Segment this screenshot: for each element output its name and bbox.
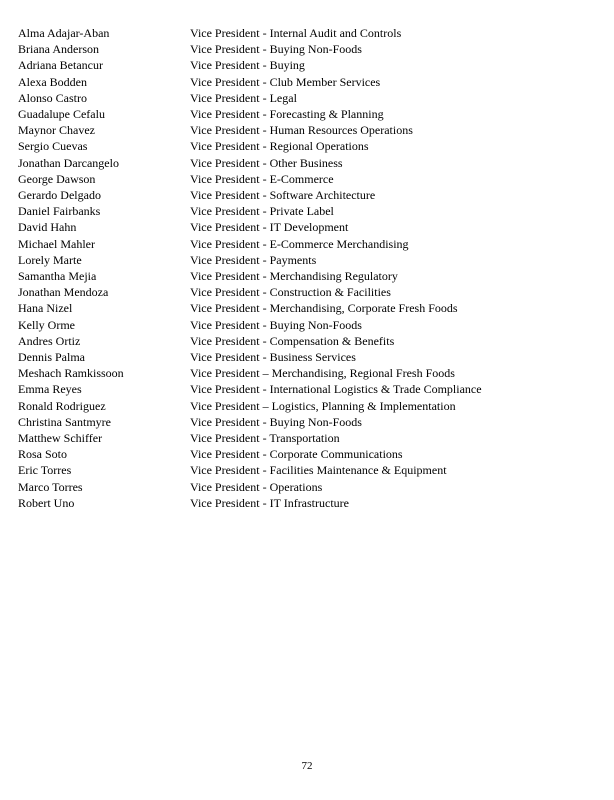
person-title: Vice President – Merchandising, Regional Fresh Foods	[190, 366, 455, 381]
person-title: Vice President – Logistics, Planning & Implementation	[190, 398, 456, 413]
directory-row	[18, 155, 596, 171]
person-name: Christina Santmyre	[18, 414, 111, 429]
person-name: Maynor Chavez	[18, 123, 95, 138]
directory-row	[18, 430, 596, 446]
person-name: Dennis Palma	[18, 350, 85, 365]
directory-row	[18, 252, 596, 268]
directory-row	[18, 284, 596, 300]
person-title: Vice President - E-Commerce	[190, 171, 334, 186]
person-title: Vice President - Merchandising, Corporate Fresh Foods	[190, 301, 458, 316]
person-name: Meshach Ramkissoon	[18, 366, 124, 381]
person-name: Briana Anderson	[18, 42, 99, 57]
person-title: Vice President - Compensation & Benefits	[190, 333, 395, 348]
directory-row	[18, 317, 596, 333]
page-number: 72	[301, 760, 313, 772]
person-name: Gerardo Delgado	[18, 188, 101, 203]
directory-row	[18, 495, 596, 511]
directory-row	[18, 398, 596, 414]
person-name: Jonathan Mendoza	[18, 285, 109, 300]
person-name: Matthew Schiffer	[18, 431, 103, 446]
person-name: Rosa Soto	[18, 447, 68, 462]
person-title: Vice President - Construction & Facilities	[190, 285, 391, 300]
person-title: Vice President - E-Commerce Merchandising	[190, 236, 409, 251]
person-title: Vice President - Software Architecture	[190, 188, 376, 203]
person-title: Vice President - Buying Non-Foods	[190, 414, 362, 429]
vp-directory	[18, 25, 596, 511]
person-title: Vice President - Buying Non-Foods	[190, 317, 362, 332]
person-name: Lorely Marte	[18, 252, 82, 267]
directory-row	[18, 25, 596, 41]
person-name: Andres Ortiz	[18, 333, 81, 348]
person-name: Alexa Bodden	[18, 74, 87, 89]
directory-row	[18, 381, 596, 397]
person-title: Vice President - Private Label	[190, 204, 334, 219]
directory-row	[18, 446, 596, 462]
directory-row	[18, 187, 596, 203]
person-title: Vice President - IT Development	[190, 220, 349, 235]
person-name: Kelly Orme	[18, 317, 75, 332]
person-name: Ronald Rodriguez	[18, 398, 106, 413]
person-name: Daniel Fairbanks	[18, 204, 101, 219]
person-title: Vice President - Transportation	[190, 431, 340, 446]
person-name: Hana Nizel	[18, 301, 73, 316]
directory-row	[18, 90, 596, 106]
person-title: Vice President - Forecasting & Planning	[190, 107, 384, 122]
person-title: Vice President - Operations	[190, 479, 323, 494]
person-title: Vice President - Other Business	[190, 155, 343, 170]
person-name: Eric Torres	[18, 463, 72, 478]
person-name: Jonathan Darcangelo	[18, 155, 119, 170]
directory-row	[18, 57, 596, 73]
person-name: Adriana Betancur	[18, 58, 103, 73]
directory-row	[18, 219, 596, 235]
directory-row	[18, 479, 596, 495]
person-name: Samantha Mejia	[18, 269, 97, 284]
directory-row	[18, 300, 596, 316]
person-title: Vice President - Legal	[190, 90, 297, 105]
person-title: Vice President - Buying	[190, 58, 305, 73]
directory-row	[18, 171, 596, 187]
directory-row	[18, 122, 596, 138]
directory-row	[18, 106, 596, 122]
directory-row	[18, 333, 596, 349]
person-title: Vice President - Internal Audit and Controls	[190, 26, 402, 40]
person-title: Vice President - Regional Operations	[190, 139, 369, 154]
directory-row	[18, 203, 596, 219]
directory-row	[18, 365, 596, 381]
person-name: Marco Torres	[18, 479, 83, 494]
directory-row	[18, 349, 596, 365]
directory-row	[18, 236, 596, 252]
person-title: Vice President - Buying Non-Foods	[190, 42, 362, 57]
person-title: Vice President - IT Infrastructure	[190, 495, 349, 510]
person-name: Sergio Cuevas	[18, 139, 88, 154]
person-name: George Dawson	[18, 171, 96, 186]
person-title: Vice President - Business Services	[190, 350, 356, 365]
person-name: David Hahn	[18, 220, 77, 235]
directory-row	[18, 74, 596, 90]
person-name: Emma Reyes	[18, 382, 82, 397]
person-title: Vice President - Facilities Maintenance & Equipment	[190, 463, 447, 478]
directory-row	[18, 268, 596, 284]
person-title: Vice President - Human Resources Operations	[190, 123, 413, 138]
person-name: Guadalupe Cefalu	[18, 107, 105, 122]
person-name: Alma Adajar-Aban	[18, 26, 110, 40]
directory-row	[18, 41, 596, 57]
person-name: Michael Mahler	[18, 236, 95, 251]
person-title: Vice President - Club Member Services	[190, 74, 381, 89]
person-title: Vice President - Corporate Communications	[190, 447, 403, 462]
directory-row	[18, 414, 596, 430]
person-title: Vice President - Payments	[190, 252, 317, 267]
person-name: Robert Uno	[18, 495, 75, 510]
directory-row	[18, 462, 596, 478]
person-name: Alonso Castro	[18, 90, 87, 105]
directory-row	[18, 138, 596, 154]
person-title: Vice President - International Logistics & Trade Compliance	[190, 382, 482, 397]
person-title: Vice President - Merchandising Regulatory	[190, 269, 398, 284]
